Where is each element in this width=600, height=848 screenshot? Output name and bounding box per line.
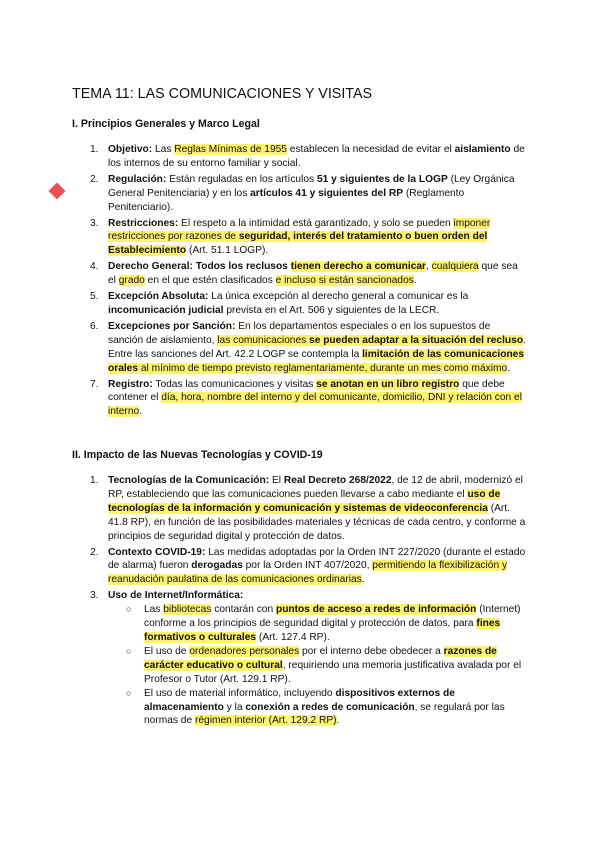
list-item: 7. Registro: Todas las comunicaciones y visitas se anotan en un libro registro que debe contener el día, hora, nombre del interno y del comunicante, domicilio, DNI y relación con el interno. xyxy=(90,378,522,418)
list-item: 2. Contexto COVID-19: Las medidas adoptadas por la Orden INT 227/2020 (durante el estado de alarma) fueron derogadas por la Orden INT 407/2020, permitiendo la flexibilización y reanudación paulatina de las comunicaciones ordinarias. xyxy=(90,546,526,586)
sub-list-item: ○ Las bibliotecas contarán con puntos de acceso a redes de información (Internet) conforme a los principios de seguridad digital y protección de datos, para fines formativos o culturales (Art. 127.4 RP). xyxy=(144,603,526,645)
section-1-list xyxy=(86,143,526,419)
sub-list xyxy=(108,603,526,728)
list-item: 5. Excepción Absoluta: La única excepción al derecho general a comunicar es la incomunicación judicial prevista en el Art. 506 y siguientes de la LECR. xyxy=(90,291,469,316)
page-title: TEMA 11: LAS COMUNICACIONES Y VISITAS xyxy=(72,86,373,102)
sub-list-item: ○ El uso de material informático, incluyendo dispositivos externos de almacenamiento y la conexión a redes de comunicación, se regulará por las normas de régimen interior (Art. 129.2 RP). xyxy=(144,687,526,729)
section-2-heading: II. Impacto de las Nuevas Tecnologías y COVID-19 xyxy=(72,449,323,461)
list-item: 3. Restricciones: El respeto a la intimidad está garantizado, y solo se pueden imponer restricciones por razones de seguridad, interés del tratamiento o buen orden del Establecimiento (Art. 51.1 LOGP). xyxy=(90,217,491,257)
list-item: 1. Tecnologías de la Comunicación: El Real Decreto 268/2022, de 12 de abril, modernizó el RP, estableciendo que las comunicaciones pueden llevarse a cabo mediante el uso de tecnologías de la información y comunicación y sistemas de videoconferencia (Art. 41.8 RP), en función de las posibilidades materiales y técnicas de cada centro, y conforme a principios de seguridad digital y protección de datos. xyxy=(90,475,526,542)
sub-list-item: ○ El uso de ordenadores personales por el interno debe obedecer a razones de carácter educativo o cultural, requiriendo una memoria justificativa avalada por el Profesor o Tutor (Art. 129.1 RP). xyxy=(144,645,526,687)
list-item: 2. Regulación: Están reguladas en los artículos 51 y siguientes de la LOGP (Ley Orgánica General Penitenciaria) y en los artículos 41 y siguientes del RP (Reglamento Penitenciario). xyxy=(90,173,515,213)
list-item: 4. Derecho General: Todos los reclusos tienen derecho a comunicar, cualquiera que sea el grado en el que estén clasificados e incluso si están sancionados. xyxy=(90,261,518,287)
section-2-list xyxy=(86,474,526,728)
list-item: 6. Excepciones por Sanción: En los departamentos especiales o en los supuestos de sanción de aislamiento, las comunicaciones se pueden adaptar a la situación del recluso. Entre las sanciones del Art. 42.2 LOGP se contempla la limitación de las comunicaciones orales al mínimo de tiempo previsto reglamentariamente, durante un mes como máximo. xyxy=(90,320,526,374)
list-item: 1. Objetivo: Las Reglas Mínimas de 1955 establecen la necesidad de evitar el aislamiento de los internos de su entorno familiar y social. xyxy=(90,144,525,169)
red-diamond-marker-icon xyxy=(49,183,66,200)
section-1-heading: I. Principios Generales y Marco Legal xyxy=(72,118,260,130)
list-item: 3. Uso de Internet/Informática: ○ Las bibliotecas contarán con puntos de acceso a redes de información (Internet) conforme a los principios de seguridad digital y protección de datos, para fines formativos o culturales (Art. 127.4 RP). ○ El uso de ordenadores personales por el interno debe obedecer a razones de carácter educativo o cultural, requiriendo una memoria justificativa avalada por el Profesor o Tutor (Art. 129.1 RP). ○ El uso de material informático, incluyendo dispositivos externos de almacenamiento y la conexión a redes de comunicación, se regulará por las normas de régimen interior (Art. 129.2 RP). xyxy=(86,589,526,728)
